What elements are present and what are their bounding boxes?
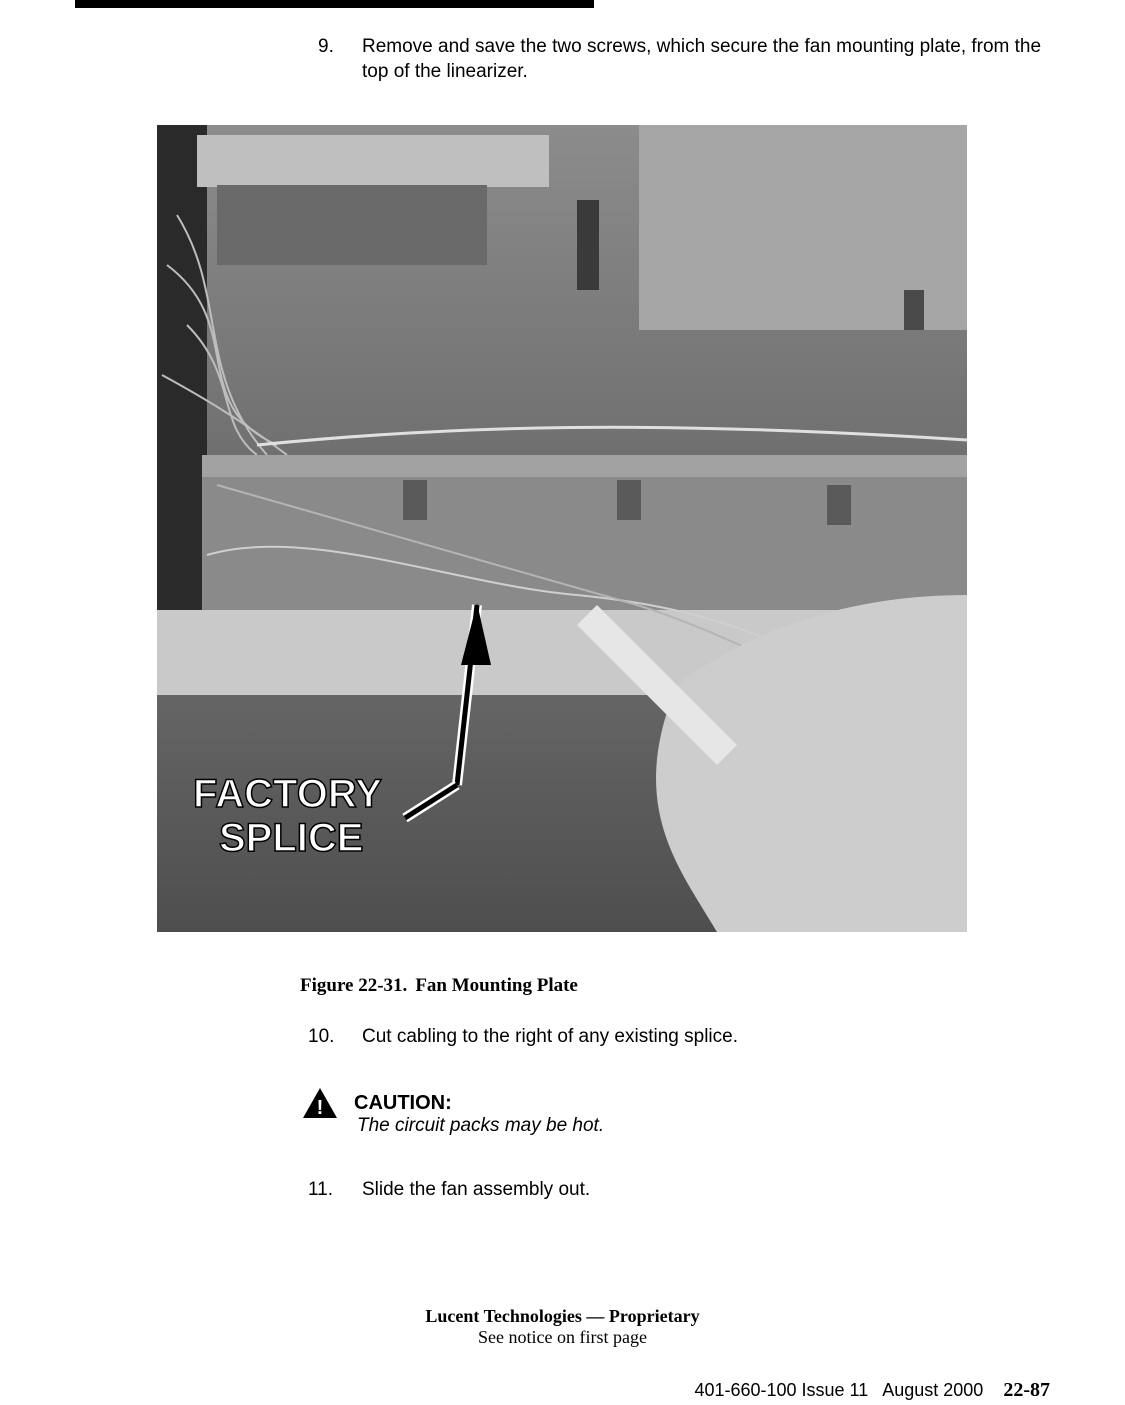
page-number: 22-87 [1003, 1379, 1050, 1401]
step-text: Remove and save the two screws, which secure the fan mounting plate, from the top of the linearizer. [362, 36, 1042, 82]
page-footer-bar [694, 1379, 1050, 1402]
step-text: Cut cabling to the right of any existing splice. [362, 1026, 738, 1047]
figure-title: Fan Mounting Plate [415, 975, 578, 996]
footer-notice: See notice on first page [478, 1327, 647, 1347]
figure-label: Figure 22-31. [300, 975, 408, 996]
caution-text: The circuit packs may be hot. [357, 1115, 605, 1136]
callout-factory: FACTORY [193, 772, 382, 816]
doc-id: 401-660-100 Issue 11 [694, 1380, 869, 1400]
step-number: 9. [318, 36, 334, 57]
footer-company: Lucent Technologies — Proprietary [425, 1306, 700, 1326]
doc-date: August 2000 [882, 1380, 984, 1400]
callout-splice: SPLICE [219, 816, 364, 860]
step-text: Slide the fan assembly out. [362, 1179, 591, 1200]
step-number: 11. [308, 1179, 334, 1200]
photo-illustration [157, 125, 967, 932]
fan-mounting-plate-photo [157, 125, 967, 932]
caution-title: CAUTION: [354, 1092, 452, 1114]
warning-triangle-icon [302, 1087, 338, 1119]
top-rule [75, 0, 594, 8]
figure-caption [300, 975, 586, 997]
step-number: 10. [308, 1026, 335, 1047]
warning-glyph: ! [316, 1097, 324, 1119]
